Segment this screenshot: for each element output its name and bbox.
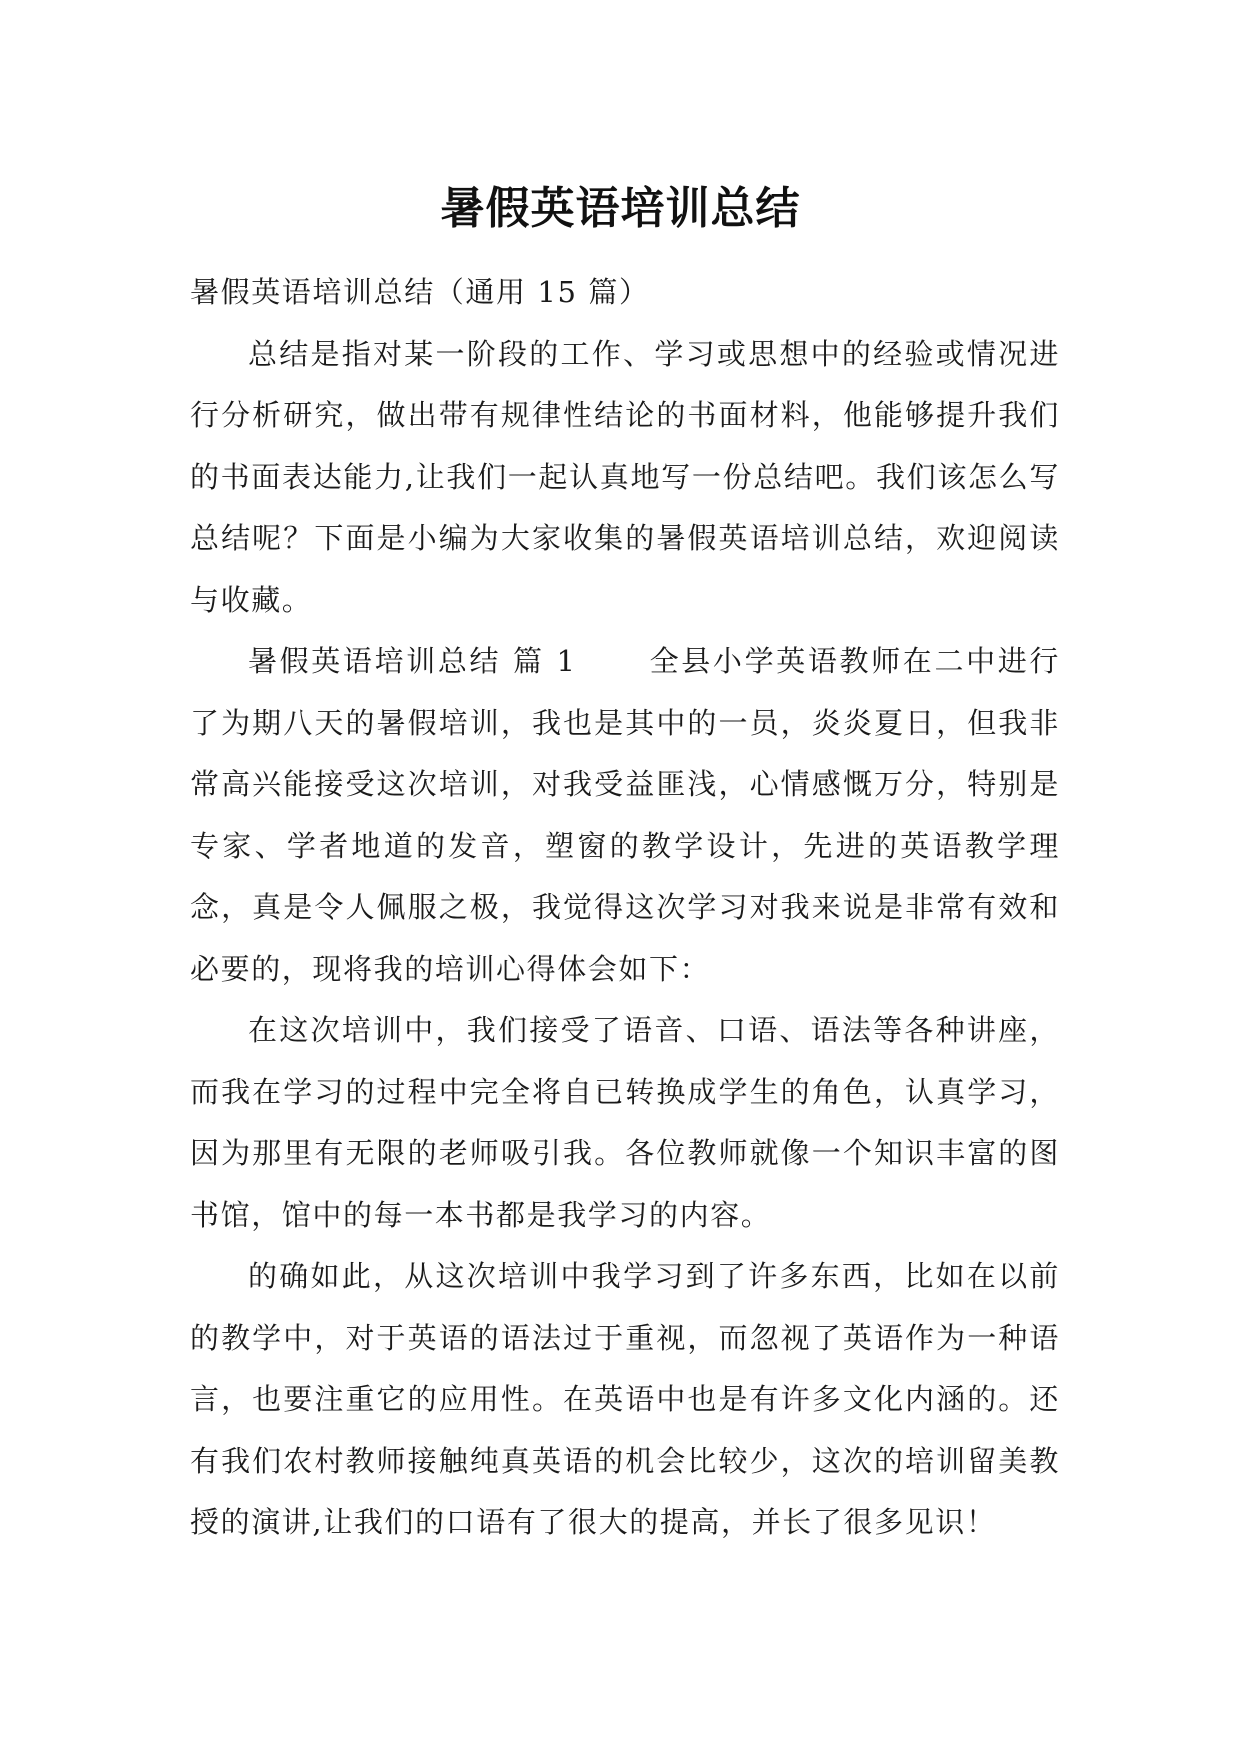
document-body xyxy=(190,262,1060,1554)
section-1-text: 全县小学英语教师在二中进行了为期八天的暑假培训，我也是其中的一员，炎炎夏日，但我非常高兴能接受这次培训，对我受益匪浅，心情感慨万分，特别是专家、学者地道的发音，塑窗的教学设计，先进的英语教学理念，真是令人佩服之极，我觉得这次学习对我来说是非常有效和必要的，现将我的培训心得体会如下： xyxy=(190,644,1060,986)
intro-paragraph: 总结是指对某一阶段的工作、学习或思想中的经验或情况进行分析研究，做出带有规律性结论的书面材料，他能够提升我们的书面表达能力,让我们一起认真地写一份总结吧。我们该怎么写总结呢？下面是小编为大家收集的暑假英语培训总结，欢迎阅读与收藏。 xyxy=(190,336,1060,617)
section-1-paragraph xyxy=(190,631,1060,1000)
paragraph-3: 的确如此，从这次培训中我学习到了许多东西，比如在以前的教学中，对于英语的语法过于重视，而忽视了英语作为一种语言，也要注重它的应用性。在英语中也是有许多文化内涵的。还有我们农村教师接触纯真英语的机会比较少，这次的培训留美教授的演讲,让我们的口语有了很大的提高，并长了很多见识！ xyxy=(190,1259,1060,1539)
paragraph-2: 在这次培训中，我们接受了语音、口语、语法等各种讲座，而我在学习的过程中完全将自已转换成学生的角色，认真学习，因为那里有无限的老师吸引我。各位教师就像一个知识丰富的图书馆，馆中的每一本书都是我学习的内容。 xyxy=(190,1013,1060,1232)
section-1-heading: 暑假英语培训总结 篇 1 xyxy=(248,644,577,678)
document-subtitle: 暑假英语培训总结（通用 15 篇） xyxy=(190,275,650,309)
document-title: 暑假英语培训总结 xyxy=(440,183,801,235)
